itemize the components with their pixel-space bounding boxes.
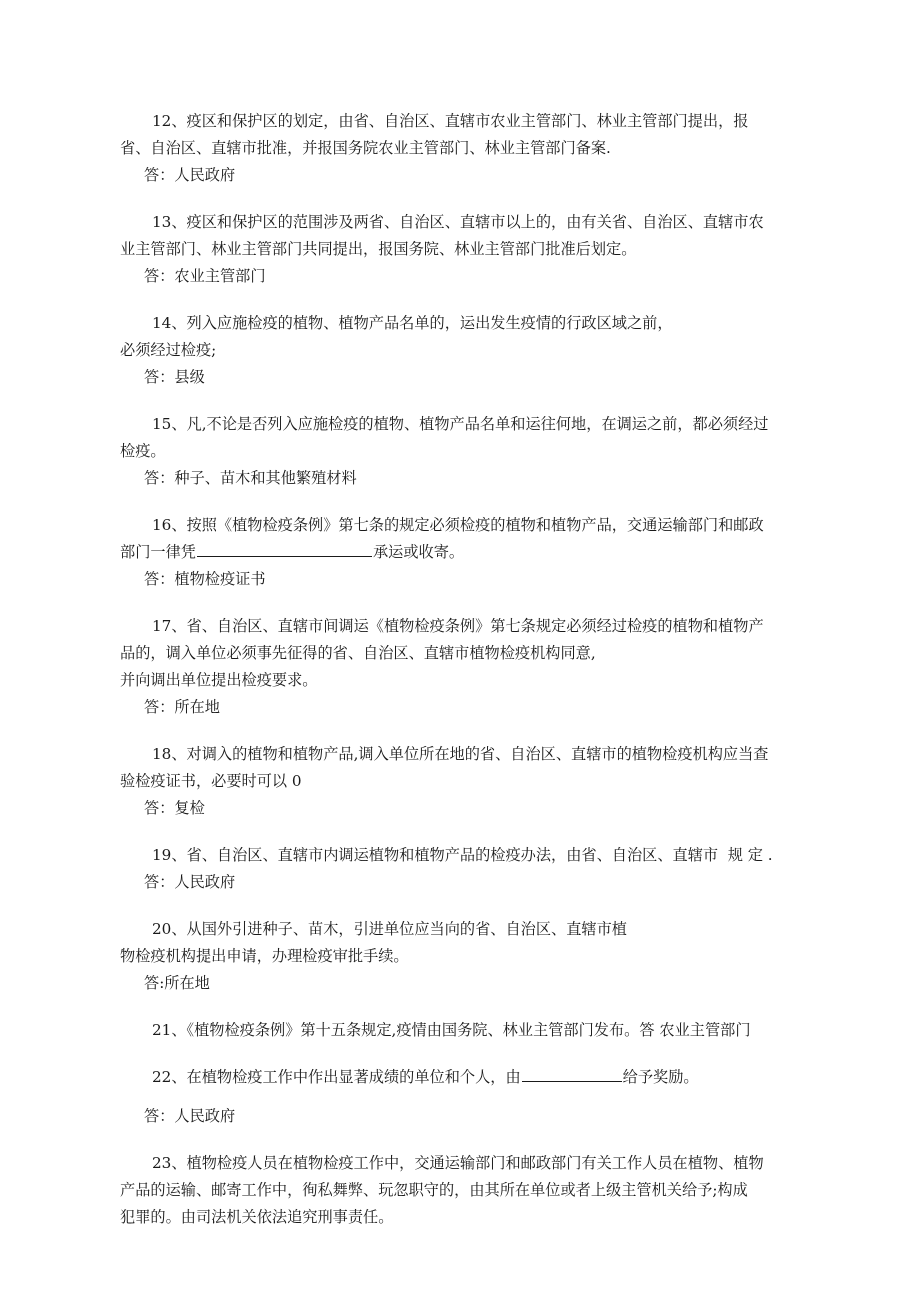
question-line: 品的，调入单位必须事先征得的省、自治区、直辖市植物检疫机构同意,: [120, 644, 596, 662]
question-line: 21、《植物检疫条例》第十五条规定,疫情由国务院、林业主管部门发布。答 农业主管部门: [152, 1021, 751, 1039]
qa-block-20: [120, 916, 800, 997]
question-text: 部门一律凭: [120, 543, 196, 561]
question-line: 13、疫区和保护区的范围涉及两省、自治区、直辖市以上的，由有关省、自治区、直辖市农: [152, 213, 764, 231]
question-line: 23、植物检疫人员在植物检疫工作中，交通运输部门和邮政部门有关工作人员在植物、植物: [152, 1154, 764, 1172]
question-line: 15、凡,不论是否列入应施检疫的植物、植物产品名单和运往何地，在调运之前，都必须经过: [152, 415, 769, 433]
qa-block-13: [120, 209, 800, 290]
qa-block-23: [120, 1150, 800, 1231]
fill-in-blank[interactable]: [197, 540, 372, 557]
question-line: 业主管部门、林业主管部门共同提出，报国务院、林业主管部门批准后划定。: [120, 240, 637, 258]
question-line: 19、省、自治区、直辖市内调运植物和植物产品的检疫办法，由省、自治区、直辖市 规 定 .: [152, 846, 773, 864]
answer-line: 答：所在地: [144, 698, 220, 716]
qa-block-19: [120, 842, 800, 896]
question-line: 物检疫机构提出申请，办理检疫审批手续。: [120, 947, 409, 965]
question-line-with-blank: [120, 539, 800, 566]
fill-in-blank[interactable]: [522, 1065, 622, 1082]
qa-block-16: [120, 512, 800, 593]
question-line: 并向调出单位提出检疫要求。: [120, 671, 318, 689]
answer-line: 答：人民政府: [144, 1107, 236, 1125]
question-line: 18、对调入的植物和植物产品,调入单位所在地的省、自治区、直辖市的植物检疫机构应当查: [152, 745, 769, 763]
question-line-with-blank: [120, 1064, 800, 1091]
question-line: 必须经过检疫;: [120, 341, 217, 359]
answer-line: 答：人民政府: [144, 166, 236, 184]
answer-line: 答：植物检疫证书: [144, 570, 266, 588]
document-body: [120, 108, 800, 1231]
answer-line: 答：种子、苗木和其他繁殖材料: [144, 469, 357, 487]
question-line: 产品的运输、邮寄工作中，徇私舞弊、玩忽职守的，由其所在单位或者上级主管机关给予;构成: [120, 1181, 748, 1199]
question-text-tail: 给予奖励。: [622, 1068, 699, 1086]
question-line: 验检疫证书，必要时可以 0: [120, 772, 302, 790]
question-line: 检疫。: [120, 442, 166, 460]
spacer: [120, 1091, 800, 1103]
question-line: 省、自治区、直辖市批准，并报国务院农业主管部门、林业主管部门备案.: [120, 139, 611, 157]
question-line: 14、列入应施检疫的植物、植物产品名单的，运出发生疫情的行政区域之前，: [152, 314, 673, 332]
qa-block-21: [120, 1017, 800, 1044]
qa-block-18: [120, 741, 800, 822]
answer-line: 答：农业主管部门: [144, 267, 266, 285]
qa-block-17: [120, 613, 800, 721]
qa-block-22: [120, 1064, 800, 1130]
answer-line: 答：复检: [144, 799, 205, 817]
question-line: 20、从国外引进种子、苗木，引进单位应当向的省、自治区、直辖市植: [152, 920, 627, 938]
question-line: 犯罪的。由司法机关依法追究刑事责任。: [120, 1208, 394, 1226]
answer-line: 答：人民政府: [144, 873, 236, 891]
qa-block-14: [120, 310, 800, 391]
question-text: 22、在植物检疫工作中作出显著成绩的单位和个人，由: [152, 1068, 521, 1086]
qa-block-12: [120, 108, 800, 189]
question-line: 12、疫区和保护区的划定，由省、自治区、直辖市农业主管部门、林业主管部门提出，报: [152, 112, 749, 130]
question-line: 17、省、自治区、直辖市间调运《植物检疫条例》第七条规定必须经过检疫的植物和植物产: [152, 617, 764, 635]
answer-line: 答:所在地: [144, 974, 210, 992]
question-text-tail: 承运或收寄。: [372, 543, 465, 561]
question-line: 16、按照《植物检疫条例》第七条的规定必须检疫的植物和植物产品，交通运输部门和邮政: [152, 516, 764, 534]
answer-line: 答：县级: [144, 368, 205, 386]
qa-block-15: [120, 411, 800, 492]
